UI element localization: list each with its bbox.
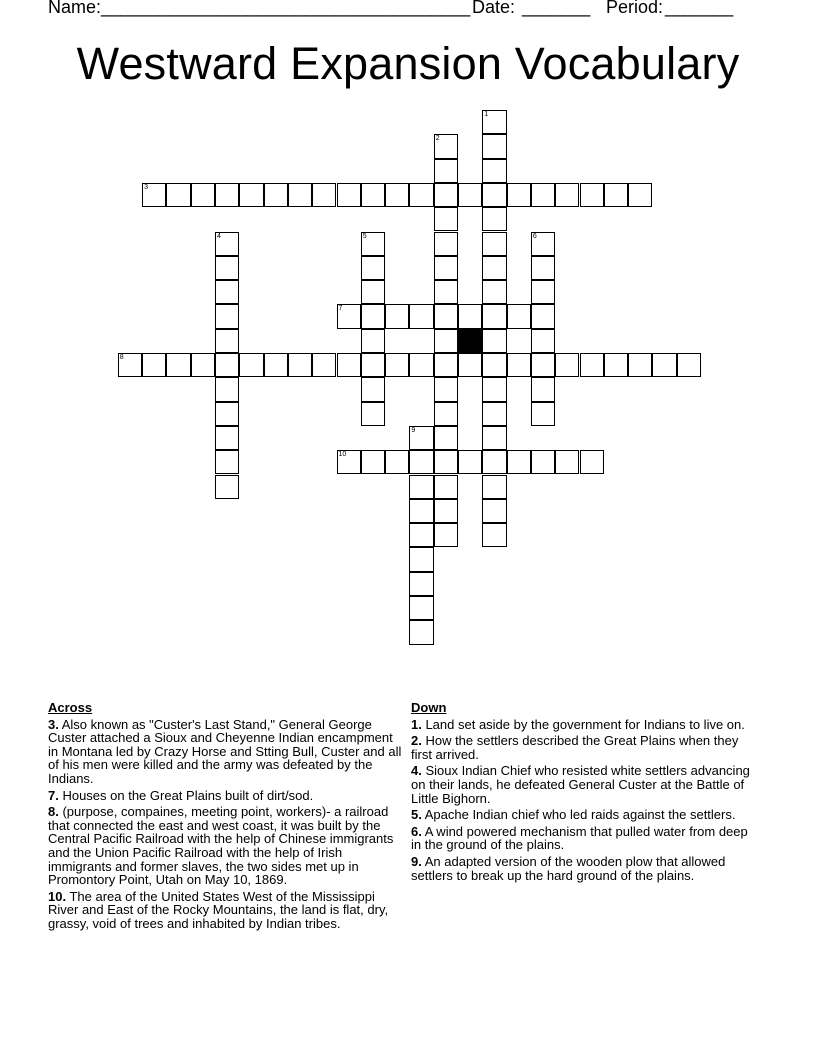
answer-cell[interactable]	[482, 523, 506, 547]
answer-cell[interactable]	[288, 353, 312, 377]
answer-cell[interactable]	[507, 183, 531, 207]
answer-cell[interactable]	[409, 572, 433, 596]
name-label: Name:	[48, 0, 102, 17]
answer-cell[interactable]	[434, 256, 458, 280]
answer-cell[interactable]	[361, 377, 385, 401]
down-clue-list	[411, 718, 759, 883]
answer-cell[interactable]	[628, 353, 652, 377]
answer-cell[interactable]	[409, 596, 433, 620]
answer-cell[interactable]	[482, 159, 506, 183]
answer-cell[interactable]	[361, 232, 385, 256]
cell-number: 3	[144, 183, 148, 191]
answer-cell[interactable]	[482, 329, 506, 353]
answer-cell[interactable]	[604, 183, 628, 207]
answer-cell[interactable]	[434, 207, 458, 231]
answer-cell[interactable]	[409, 475, 433, 499]
answer-cell[interactable]	[191, 183, 215, 207]
answer-cell[interactable]	[361, 450, 385, 474]
answer-cell[interactable]	[507, 304, 531, 328]
across-clues	[48, 701, 402, 934]
down-clue-number: 6.	[411, 823, 422, 839]
across-clue-list	[48, 718, 402, 931]
answer-cell[interactable]	[118, 353, 142, 377]
down-clue	[411, 855, 759, 882]
answer-cell[interactable]	[580, 353, 604, 377]
down-clue	[411, 808, 759, 822]
answer-cell[interactable]	[531, 450, 555, 474]
cell-number: 10	[338, 451, 347, 459]
answer-cell[interactable]	[361, 256, 385, 280]
answer-cell[interactable]	[215, 377, 239, 401]
date-label: Date:	[472, 0, 516, 17]
cell-number: 8	[119, 354, 124, 361]
answer-cell[interactable]	[215, 450, 239, 474]
answer-cell[interactable]	[215, 402, 239, 426]
answer-cell[interactable]	[482, 377, 506, 401]
answer-cell[interactable]	[215, 353, 239, 377]
answer-cell[interactable]	[385, 450, 409, 474]
down-clue-number: 2.	[411, 733, 422, 749]
answer-cell[interactable]	[555, 353, 579, 377]
answer-cell[interactable]	[531, 280, 555, 304]
answer-cell[interactable]	[531, 353, 555, 377]
across-clue-number: 3.	[48, 716, 59, 732]
answer-cell[interactable]	[239, 183, 263, 207]
answer-cell[interactable]	[409, 183, 433, 207]
across-clue	[48, 718, 402, 786]
answer-cell[interactable]	[215, 280, 239, 304]
across-heading: Across	[48, 700, 93, 715]
answer-cell[interactable]	[482, 402, 506, 426]
answer-cell[interactable]	[434, 377, 458, 401]
answer-cell[interactable]	[628, 183, 652, 207]
across-clue	[48, 805, 402, 887]
answer-cell[interactable]	[142, 183, 166, 207]
answer-cell[interactable]	[580, 183, 604, 207]
across-clue-text: Houses on the Great Plains built of dirt/sod.	[58, 787, 314, 803]
name-blank[interactable]: ______________________________________	[101, 0, 471, 17]
answer-cell[interactable]	[507, 450, 531, 474]
answer-cell[interactable]	[604, 353, 628, 377]
answer-cell[interactable]	[482, 183, 506, 207]
answer-cell[interactable]	[215, 329, 239, 353]
down-clue-number: 5.	[411, 807, 422, 823]
page-title: Westward Expansion Vocabulary	[76, 38, 740, 89]
answer-cell[interactable]	[434, 426, 458, 450]
down-clue-number: 1.	[411, 716, 422, 732]
answer-cell[interactable]	[166, 183, 190, 207]
down-clue	[411, 718, 759, 732]
answer-cell[interactable]	[337, 353, 361, 377]
answer-cell[interactable]	[166, 353, 190, 377]
across-clue-text: Also known as "Custer's Last Stand," General George Custer attached a Sioux and Cheyenne Indian encampment in Montana led by Crazy Horse and Stting Bull, Custer and all of his men were killed and the army was defeated by the Indians.	[48, 716, 402, 786]
answer-cell[interactable]	[458, 353, 482, 377]
answer-cell[interactable]	[385, 183, 409, 207]
down-clues	[411, 701, 759, 885]
answer-cell[interactable]	[652, 353, 676, 377]
cell-number: 5	[362, 232, 367, 240]
answer-cell[interactable]	[337, 304, 361, 328]
answer-cell[interactable]	[531, 256, 555, 280]
answer-cell[interactable]	[434, 475, 458, 499]
answer-cell[interactable]	[312, 183, 336, 207]
down-clue-text: Apache Indian chief who led raids against the settlers.	[421, 807, 736, 823]
answer-cell[interactable]	[434, 159, 458, 183]
down-clue	[411, 734, 759, 761]
down-clue-text: A wind powered mechanism that pulled water from deep in the ground of the plains.	[411, 823, 748, 853]
answer-cell[interactable]	[361, 304, 385, 328]
answer-cell[interactable]	[482, 280, 506, 304]
black-cell	[458, 329, 482, 353]
down-clue-text: An adapted version of the wooden plow that allowed settlers to break up the hard ground of the plains.	[411, 853, 726, 883]
answer-cell[interactable]	[531, 232, 555, 256]
down-clue-text: Sioux Indian Chief who resisted white settlers advancing on their lands, he defeated General Custer at the Battle of Little Bighorn.	[411, 763, 750, 806]
answer-cell[interactable]	[507, 353, 531, 377]
answer-cell[interactable]	[288, 183, 312, 207]
answer-cell[interactable]	[677, 353, 701, 377]
answer-cell[interactable]	[385, 353, 409, 377]
down-clue-text: How the settlers described the Great Plains when they first arrived.	[411, 733, 739, 762]
answer-cell[interactable]	[482, 450, 506, 474]
across-clue-number: 7.	[48, 787, 59, 803]
answer-cell[interactable]	[264, 183, 288, 207]
answer-cell[interactable]	[555, 183, 579, 207]
down-clue-number: 4.	[411, 763, 422, 779]
period-label: Period:	[606, 0, 664, 17]
answer-cell[interactable]	[482, 499, 506, 523]
cell-number: 1	[484, 111, 489, 118]
across-clue	[48, 890, 402, 931]
answer-cell[interactable]	[409, 547, 433, 571]
answer-cell[interactable]	[409, 450, 433, 474]
answer-cell[interactable]	[458, 450, 482, 474]
down-clue-text: Land set aside by the government for Indians to live on.	[421, 716, 745, 732]
across-clue	[48, 789, 402, 803]
answer-cell[interactable]	[555, 450, 579, 474]
cell-number: 7	[338, 305, 343, 313]
answer-cell[interactable]	[434, 134, 458, 158]
answer-cell[interactable]	[434, 523, 458, 547]
cell-number: 2	[435, 135, 440, 143]
answer-cell[interactable]	[215, 475, 239, 499]
across-clue-text: The area of the United States West of the Mississippi River and East of the Rocky Mountains, the land is flat, dry, grassy, void of trees and inhabited by Indian tribes.	[48, 888, 389, 931]
answer-cell[interactable]	[482, 353, 506, 377]
down-heading: Down	[411, 700, 447, 715]
answer-cell[interactable]	[409, 620, 433, 644]
answer-cell[interactable]	[409, 304, 433, 328]
down-clue-number: 9.	[411, 853, 422, 869]
answer-cell[interactable]	[239, 353, 263, 377]
across-clue-number: 10.	[48, 888, 67, 904]
answer-cell[interactable]	[361, 183, 385, 207]
answer-cell[interactable]	[361, 329, 385, 353]
answer-cell[interactable]	[434, 329, 458, 353]
answer-cell[interactable]	[337, 450, 361, 474]
answer-cell[interactable]	[215, 232, 239, 256]
answer-cell[interactable]	[361, 353, 385, 377]
answer-cell[interactable]	[215, 304, 239, 328]
answer-cell[interactable]	[531, 402, 555, 426]
across-clue-text: (purpose, compaines, meeting point, workers)- a railroad that connected the east and west coast, it was built by the Central Pacific Railroad with the help of Chinese immigrants and the Union Pacific Railroad with the help of Irish immigrants and former slaves, the two sides met up in Promontory Point, Utah on May 10, 1869.	[48, 804, 394, 888]
answer-cell[interactable]	[531, 329, 555, 353]
cell-number: 4	[217, 232, 221, 240]
cell-number: 9	[411, 426, 416, 434]
answer-cell[interactable]	[482, 426, 506, 450]
answer-cell[interactable]	[434, 353, 458, 377]
answer-cell[interactable]	[409, 353, 433, 377]
answer-cell[interactable]	[531, 377, 555, 401]
answer-cell[interactable]	[531, 304, 555, 328]
down-clue	[411, 764, 759, 805]
answer-cell[interactable]	[482, 110, 506, 134]
answer-cell[interactable]	[142, 353, 166, 377]
date-blank[interactable]: _______	[522, 0, 590, 17]
answer-cell[interactable]	[434, 304, 458, 328]
answer-cell[interactable]	[482, 304, 506, 328]
answer-cell[interactable]	[531, 183, 555, 207]
answer-cell[interactable]	[215, 426, 239, 450]
answer-cell[interactable]	[215, 183, 239, 207]
answer-cell[interactable]	[312, 353, 336, 377]
cell-number: 6	[532, 232, 537, 240]
answer-cell[interactable]	[191, 353, 215, 377]
answer-cell[interactable]	[385, 304, 409, 328]
answer-cell[interactable]	[434, 450, 458, 474]
answer-cell[interactable]	[434, 499, 458, 523]
answer-cell[interactable]	[580, 450, 604, 474]
answer-cell[interactable]	[458, 304, 482, 328]
answer-cell[interactable]	[482, 475, 506, 499]
answer-cell[interactable]	[409, 499, 433, 523]
answer-cell[interactable]	[409, 523, 433, 547]
answer-cell[interactable]	[215, 256, 239, 280]
period-blank[interactable]: _______	[665, 0, 733, 17]
answer-cell[interactable]	[482, 134, 506, 158]
across-clue-number: 8.	[48, 804, 59, 820]
answer-cell[interactable]	[482, 256, 506, 280]
answer-cell[interactable]	[337, 183, 361, 207]
answer-cell[interactable]	[264, 353, 288, 377]
answer-cell[interactable]	[434, 402, 458, 426]
answer-cell[interactable]	[434, 183, 458, 207]
answer-cell[interactable]	[361, 280, 385, 304]
answer-cell[interactable]	[482, 232, 506, 256]
answer-cell[interactable]	[434, 232, 458, 256]
answer-cell[interactable]	[482, 207, 506, 231]
answer-cell[interactable]	[458, 183, 482, 207]
answer-cell[interactable]	[409, 426, 433, 450]
answer-cell[interactable]	[434, 280, 458, 304]
answer-cell[interactable]	[361, 402, 385, 426]
down-clue	[411, 825, 759, 852]
